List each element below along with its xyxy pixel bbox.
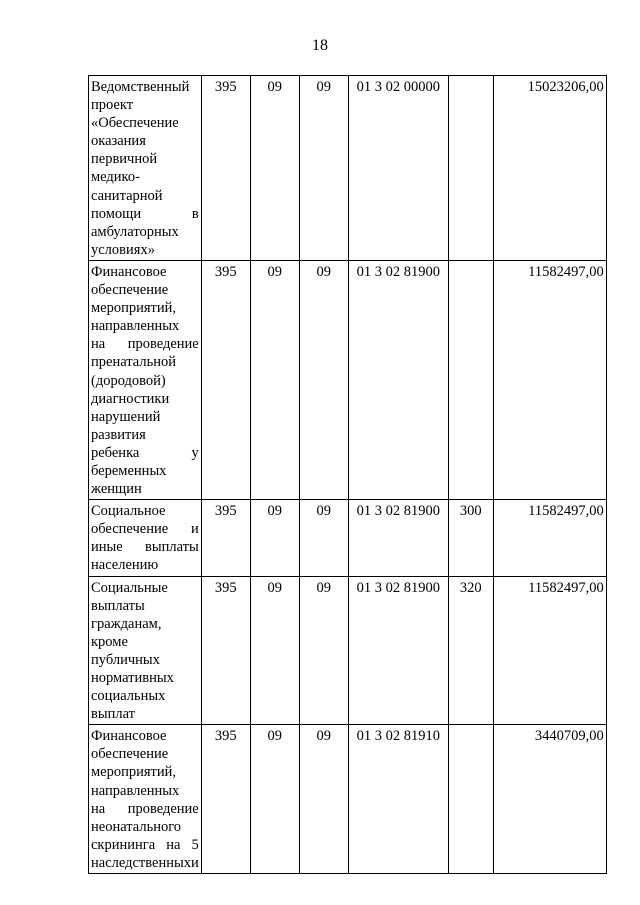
subsection-cell: 09 <box>299 260 348 499</box>
item-name-line: кроме <box>91 633 128 650</box>
item-name-cell <box>89 260 202 499</box>
item-name-line <box>91 205 199 223</box>
item-name-line: Финансовое <box>91 263 167 280</box>
item-name-line: населению <box>91 557 159 574</box>
item-name-line <box>91 800 199 818</box>
item-name-line <box>91 836 199 854</box>
item-name-word: 5 <box>191 836 199 853</box>
grbs-cell: 395 <box>201 76 250 261</box>
section-cell: 09 <box>250 725 299 874</box>
item-name-line <box>91 335 199 353</box>
item-name-word: в <box>191 205 199 222</box>
expense-type-cell: 300 <box>448 500 493 576</box>
item-name-line <box>91 520 199 538</box>
item-name-line <box>91 538 199 556</box>
target-article-cell: 01 3 02 81900 <box>348 260 448 499</box>
item-name-line: оказания <box>91 133 146 150</box>
subsection-cell: 09 <box>299 576 348 725</box>
item-name-line: пренатальной <box>91 354 176 371</box>
amount-cell: 15023206,00 <box>493 76 606 261</box>
item-name-line <box>91 444 199 462</box>
item-name-line: обеспечение <box>91 746 169 763</box>
item-name-line: развития <box>91 426 146 443</box>
item-name-line: направленных <box>91 318 180 335</box>
expense-type-cell <box>448 76 493 261</box>
section-cell: 09 <box>250 76 299 261</box>
item-name-cell <box>89 576 202 725</box>
grbs-cell: 395 <box>201 725 250 874</box>
target-article-cell: 01 3 02 81910 <box>348 725 448 874</box>
item-name-line: неонатального <box>91 818 182 835</box>
item-name-line: нормативных <box>91 670 174 686</box>
expense-type-cell: 320 <box>448 576 493 725</box>
item-name-cell <box>89 76 202 261</box>
item-name-word: наследственных <box>91 854 191 871</box>
item-name-word: на <box>166 836 181 853</box>
item-name-line: мероприятий, <box>91 300 177 317</box>
item-name-line: публичных <box>91 651 160 668</box>
item-name-word: выплаты <box>145 539 199 556</box>
item-name-word: ребенка <box>91 444 140 461</box>
item-name-line: диагностики <box>91 390 170 407</box>
page-number: 18 <box>312 37 328 54</box>
amount-cell: 11582497,00 <box>493 576 606 725</box>
subsection-cell: 09 <box>299 76 348 261</box>
item-name-line: Социальное <box>91 503 166 520</box>
item-name-line: Финансовое <box>91 728 167 745</box>
item-name-line: обеспечение <box>91 282 169 299</box>
target-article-cell: 01 3 02 00000 <box>348 76 448 261</box>
item-name-line: санитарной <box>91 187 163 204</box>
item-name-line: женщин <box>91 481 142 498</box>
item-name-word: проведение <box>127 336 199 353</box>
target-article-cell: 01 3 02 81900 <box>348 576 448 725</box>
amount-cell: 3440709,00 <box>493 725 606 874</box>
item-name-line: проект <box>91 97 134 114</box>
table-row <box>89 725 607 874</box>
item-name-line: первичной <box>91 151 158 168</box>
amount-cell: 11582497,00 <box>493 500 606 576</box>
item-name-line: условиях» <box>91 241 155 258</box>
section-cell: 09 <box>250 500 299 576</box>
item-name-line <box>91 854 199 872</box>
item-name-line: мероприятий, <box>91 764 177 781</box>
item-name-word: и <box>190 854 199 871</box>
item-name-line: амбулаторных <box>91 223 179 240</box>
item-name-word: иные <box>91 539 123 556</box>
item-name-word: и <box>190 521 199 538</box>
item-name-cell <box>89 500 202 576</box>
item-name-word: проведение <box>127 800 199 817</box>
subsection-cell: 09 <box>299 725 348 874</box>
item-name-cell <box>89 725 202 874</box>
subsection-cell: 09 <box>299 500 348 576</box>
table-row <box>89 260 607 499</box>
item-name-word: скрининга <box>91 836 156 853</box>
section-cell: 09 <box>250 260 299 499</box>
grbs-cell: 395 <box>201 500 250 576</box>
item-name-word: обеспечение <box>91 521 169 538</box>
item-name-word: на <box>91 336 106 353</box>
expense-type-cell <box>448 260 493 499</box>
target-article-cell: 01 3 02 81900 <box>348 500 448 576</box>
item-name-line: медико- <box>91 169 140 186</box>
item-name-line: социальных <box>91 688 166 705</box>
item-name-word: помощи <box>91 205 142 222</box>
expense-type-cell <box>448 725 493 874</box>
item-name-line: гражданам, <box>91 615 162 632</box>
item-name-line: направленных <box>91 782 180 799</box>
item-name-word: у <box>191 444 199 461</box>
item-name-line: выплат <box>91 706 135 723</box>
table-row <box>89 576 607 725</box>
amount-cell: 11582497,00 <box>493 260 606 499</box>
item-name-line: Ведомственный <box>91 79 190 95</box>
item-name-line: выплаты <box>91 597 145 614</box>
item-name-line: нарушений <box>91 408 161 425</box>
item-name-line: Социальные <box>91 579 168 596</box>
item-name-line: «Обеспечение <box>91 115 179 132</box>
item-name-word: на <box>91 800 106 817</box>
budget-table <box>88 75 607 874</box>
section-cell: 09 <box>250 576 299 725</box>
table-row <box>89 500 607 576</box>
table-row <box>89 76 607 261</box>
budget-table-body <box>89 76 607 874</box>
grbs-cell: 395 <box>201 260 250 499</box>
item-name-line: (дородовой) <box>91 372 166 389</box>
grbs-cell: 395 <box>201 576 250 725</box>
item-name-line: беременных <box>91 462 167 479</box>
